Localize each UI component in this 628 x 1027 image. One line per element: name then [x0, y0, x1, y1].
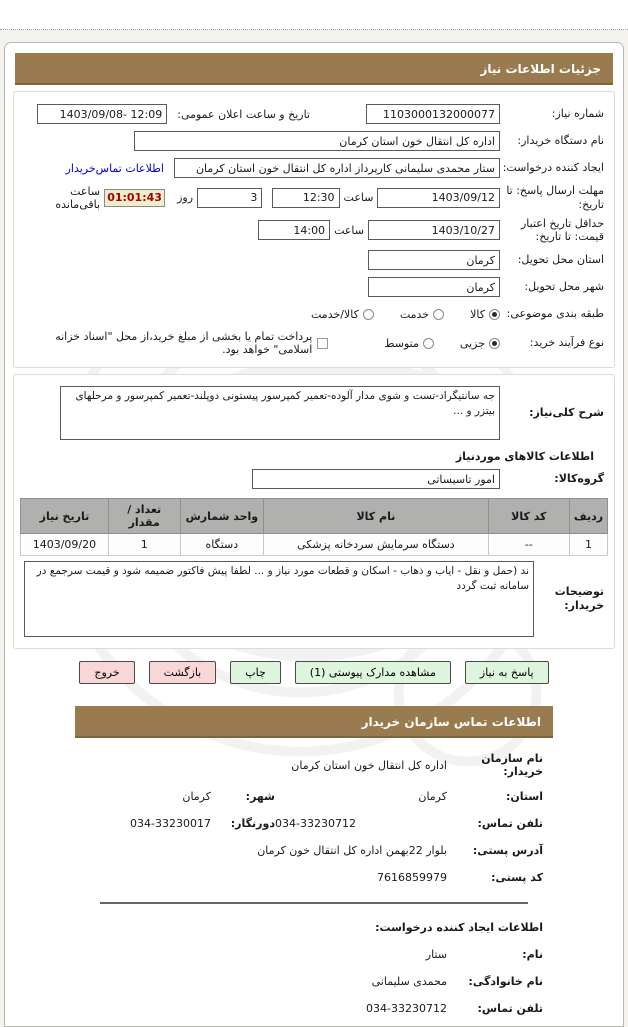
request-creator-block	[5, 918, 623, 1017]
radio-selected-icon[interactable]	[489, 338, 500, 349]
buyer-name-field[interactable]: اداره کل انتقال خون استان کرمان	[134, 131, 500, 151]
classification-option-goods-service[interactable]	[311, 308, 374, 321]
contact-province-value: کرمان	[418, 789, 447, 803]
reply-hour-label: ساعت	[343, 191, 374, 205]
cell-need-date: 1403/09/20	[21, 534, 109, 556]
postal-address-label: آدرس پستی:	[472, 843, 543, 857]
first-name-label: نام:	[522, 947, 543, 961]
reply-deadline-date-field[interactable]: 1403/09/12	[377, 188, 500, 208]
classification-option-service[interactable]	[400, 308, 444, 321]
delivery-city-label: شهر محل تحویل:	[524, 280, 604, 294]
delivery-province-field[interactable]: کرمان	[368, 250, 500, 270]
contact-province-label: استان:	[506, 789, 543, 803]
row-delivery-province	[24, 249, 604, 271]
validity-hour-label: ساعت	[334, 223, 364, 237]
price-validity-time-field[interactable]: 14:00	[258, 220, 330, 240]
process-option-minor-label: جزیی	[459, 336, 485, 350]
action-button-row	[5, 661, 623, 684]
radio-icon[interactable]	[363, 309, 374, 320]
col-item-code: کد کالا	[488, 499, 569, 534]
treasury-checkbox-label: پرداخت تمام یا بخشی از مبلغ خرید،از محل "اسناد خزانه اسلامی" خواهد بود.	[55, 330, 313, 356]
row-buyer-name	[24, 130, 604, 152]
section-bar-need-details: جزئیات اطلاعات نیاز	[15, 53, 613, 85]
row-postal-code	[75, 868, 543, 886]
price-validity-label: حداقل تاریخ اعتبار قیمت: تا تاریخ:	[520, 216, 604, 244]
goods-group-label: گروه‌کالا:	[554, 472, 604, 486]
contact-city-label: شهر:	[245, 789, 275, 803]
row-postal-address	[75, 841, 543, 859]
col-need-date: تاریخ نیاز	[21, 499, 109, 534]
org-name-label: نام سازمان خریدار:	[481, 752, 543, 778]
back-button[interactable]: بازگشت	[149, 661, 217, 684]
reply-deadline-time-field[interactable]: 12:30	[272, 188, 339, 208]
process-type-label: نوع فرآیند خرید:	[529, 336, 604, 350]
buyer-notes-label: توضیحات خریدار:	[554, 585, 604, 612]
view-attachments-button[interactable]: مشاهده مدارک پیوستی (1)	[295, 661, 451, 684]
contact-phone-value: 034-33230712	[275, 816, 356, 830]
row-process-type	[24, 330, 604, 356]
delivery-city-field[interactable]: کرمان	[368, 277, 500, 297]
buyer-contact-block	[5, 752, 623, 886]
org-name-value: اداره کل انتقال خون استان کرمان	[291, 758, 447, 772]
delivery-province-label: استان محل تحویل:	[517, 253, 604, 267]
exit-button[interactable]: خروج	[79, 661, 134, 684]
price-validity-date-field[interactable]: 1403/10/27	[368, 220, 500, 240]
treasury-checkbox-icon[interactable]	[317, 338, 328, 349]
need-form-box	[13, 91, 615, 368]
process-option-minor[interactable]	[460, 337, 500, 350]
request-creator-label: ایجاد کننده درخواست:	[502, 161, 604, 175]
row-goods-group	[24, 468, 604, 490]
contact-fax-label: دورنگار:	[230, 816, 275, 830]
row-subject-classification	[24, 303, 604, 325]
radio-selected-icon[interactable]	[489, 309, 500, 320]
row-reply-deadline	[24, 184, 604, 212]
treasury-checkbox-group[interactable]	[50, 330, 328, 356]
goods-section-title: اطلاعات کالاهای موردنیاز	[455, 450, 594, 463]
first-name-value: ستار	[425, 947, 447, 961]
row-province-city	[75, 787, 543, 805]
reply-deadline-label: مهلت ارسال پاسخ: تا تاریخ:	[506, 184, 604, 211]
cell-item-code: --	[488, 534, 569, 556]
top-whitespace-bar	[0, 0, 628, 30]
goods-box	[13, 374, 615, 649]
reply-to-need-button[interactable]: پاسخ به نیاز	[465, 661, 549, 684]
request-creator-field[interactable]: ستار محمدی سلیمانی کارپرداز اداره کل انتقال خون استان کرمان	[174, 158, 500, 178]
classification-option-goods-label: کالا	[470, 307, 485, 321]
postal-address-value: بلوار 22بهمن اداره کل انتقال خون کرمان	[257, 843, 447, 857]
section-bar-buyer-contact: اطلاعات تماس سازمان خریدار	[75, 706, 553, 738]
row-need-description	[24, 386, 604, 440]
postal-code-value: 7616859979	[377, 870, 447, 884]
announce-datetime-field[interactable]: 1403/09/08- 12:09	[37, 104, 167, 124]
classification-option-goods-service-label: کالا/خدمت	[311, 307, 359, 321]
days-label: روز	[177, 191, 194, 205]
creator-info-title: اطلاعات ایجاد کننده درخواست:	[375, 920, 543, 934]
row-need-number	[24, 103, 604, 125]
creator-phone-value: 034-33230712	[366, 1001, 447, 1015]
cell-row-number: 1	[570, 534, 608, 556]
col-item-name: نام کالا	[264, 499, 488, 534]
last-name-value: محمدی سلیمانی	[371, 974, 447, 988]
cell-quantity: 1	[108, 534, 180, 556]
last-name-label: نام خانوادگی:	[468, 974, 543, 988]
print-button[interactable]: چاپ	[230, 661, 281, 684]
goods-table-header-row	[21, 499, 608, 534]
radio-icon[interactable]	[423, 338, 434, 349]
row-last-name	[75, 972, 543, 990]
remaining-time-label: ساعت باقی‌مانده	[55, 184, 101, 211]
reply-days-field[interactable]: 3	[197, 188, 262, 208]
need-number-field[interactable]: 1103000132000077	[366, 104, 500, 124]
process-option-medium-label: متوسط	[384, 336, 419, 350]
contact-phone-label: تلفن تماس:	[477, 816, 543, 830]
radio-icon[interactable]	[433, 309, 444, 320]
process-option-medium[interactable]	[384, 337, 434, 350]
goods-table	[20, 498, 608, 556]
need-details-panel	[4, 42, 624, 1027]
row-buyer-notes	[24, 561, 604, 637]
remaining-time-counter: 01:01:43	[104, 189, 165, 207]
row-price-validity	[24, 217, 604, 245]
classification-label: طبقه بندی موضوعی:	[506, 307, 604, 321]
announce-label: تاریخ و ساعت اعلان عمومی:	[177, 107, 310, 121]
contact-city-value: کرمان	[182, 789, 211, 803]
row-first-name	[75, 945, 543, 963]
buyer-notes-textarea[interactable]: ند (حمل و نقل - ایاب و ذهاب - اسکان و قطعات مورد نیاز و ... لطفا پیش فاکتور ضمیمه شود و قیمت سرجمع در سامانه ثبت گردد	[24, 561, 534, 637]
col-unit: واحد شمارش	[180, 499, 264, 534]
goods-table-row	[21, 534, 608, 556]
col-quantity: تعداد / مقدار	[108, 499, 180, 534]
col-row-number: ردیف	[570, 499, 608, 534]
row-phone-fax	[75, 814, 543, 832]
need-description-textarea[interactable]: جه سانتیگراد-تست و شوی مدار آلوده-تعمیر کمپرسور پیستونی دوپلند-تعمیر کمپرسور و مرحلهای بیتزر و ...	[60, 386, 500, 440]
classification-option-service-label: خدمت	[399, 307, 430, 321]
cell-unit: دستگاه	[180, 534, 264, 556]
buyer-name-label: نام دستگاه خریدار:	[517, 134, 604, 148]
need-number-label: شماره نیاز:	[551, 107, 604, 121]
row-org-name	[75, 752, 543, 778]
cell-item-name: دستگاه سرمایش سردخانه پزشکی	[264, 534, 488, 556]
row-creator-phone	[75, 999, 543, 1017]
goods-group-field[interactable]: امور تاسیساتی	[252, 469, 500, 489]
section-divider	[100, 902, 528, 904]
row-delivery-city	[24, 276, 604, 298]
need-description-label: شرح کلی‌نیاز:	[529, 406, 604, 420]
postal-code-label: کد پستی:	[491, 870, 543, 884]
row-request-creator	[24, 157, 604, 179]
contact-fax-value: 034-33230017	[130, 816, 211, 830]
buyer-contact-link[interactable]: اطلاعات تماس‌خریدار	[65, 161, 164, 175]
creator-phone-label: تلفن تماس:	[477, 1001, 543, 1015]
classification-option-goods[interactable]	[470, 308, 500, 321]
